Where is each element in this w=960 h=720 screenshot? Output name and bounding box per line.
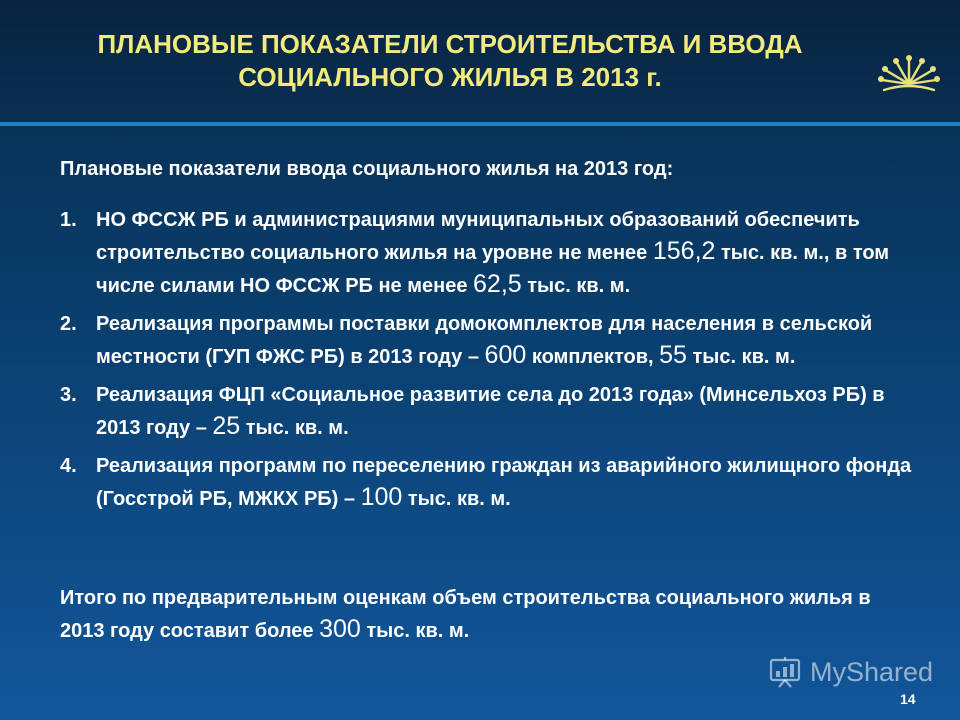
list-item <box>60 451 920 515</box>
item-value: 62,5 <box>473 270 522 298</box>
title-line-2: СОЦИАЛЬНОГО ЖИЛЬЯ В 2013 г. <box>238 62 662 92</box>
item-text: комплектов, <box>526 346 660 368</box>
list-item <box>60 309 920 373</box>
total-value: 300 <box>319 615 361 643</box>
intro-text: Плановые показатели ввода социального жилья на 2013 год: <box>60 158 674 180</box>
item-text: Реализация программ по переселению граждан из аварийного жилищного фонда (Госстрой РБ, МЖКХ РБ) – <box>96 455 912 510</box>
item-text: тыс. кв. м. <box>240 417 349 439</box>
item-value: 55 <box>659 341 687 369</box>
item-value: 600 <box>484 341 527 369</box>
slide-title <box>80 28 820 94</box>
item-text: НО ФССЖ РБ и администрациями муниципальных образований обеспечить строительство социального жилья на уровне не менее <box>96 209 860 264</box>
watermark-text: MyShared <box>810 656 934 687</box>
item-text: тыс. кв. м. <box>521 275 631 297</box>
myshared-watermark <box>768 656 933 688</box>
item-value: 25 <box>212 412 241 440</box>
item-value: 100 <box>360 483 403 511</box>
kurai-flower-emblem-icon <box>878 52 940 98</box>
total-text: Итого по предварительным оценкам объем строительства социального жилья в 2013 году составит более <box>60 587 871 642</box>
total-summary <box>60 583 920 647</box>
presentation-board-icon <box>768 656 802 688</box>
item-text: тыс. кв. м. <box>686 346 796 368</box>
list-item <box>60 380 920 444</box>
title-line-1: ПЛАНОВЫЕ ПОКАЗАТЕЛИ СТРОИТЕЛЬСТВА И ВВОДА <box>97 29 803 59</box>
item-number: 4. <box>60 455 77 477</box>
item-text: тыс. кв. м., в том числе силами НО ФССЖ РБ не менее <box>96 242 890 297</box>
item-number: 3. <box>60 384 77 406</box>
item-text: Реализация программы поставки домокомплектов для населения в сельской местности (ГУП ФЖС РБ) в 2013 году – <box>96 313 873 368</box>
item-text: Реализация ФЦП «Социальное развитие села до 2013 года» (Минсельхоз РБ) в 2013 году – <box>96 384 885 439</box>
item-text: тыс. кв. м. <box>402 488 511 510</box>
title-divider <box>0 122 960 126</box>
plan-list <box>60 205 920 522</box>
item-number: 1. <box>60 209 77 231</box>
item-number: 2. <box>60 313 77 335</box>
total-text: тыс. кв. м. <box>360 620 470 642</box>
item-value: 156,2 <box>652 237 716 265</box>
page-number: 14 <box>900 691 916 707</box>
list-item <box>60 205 920 302</box>
